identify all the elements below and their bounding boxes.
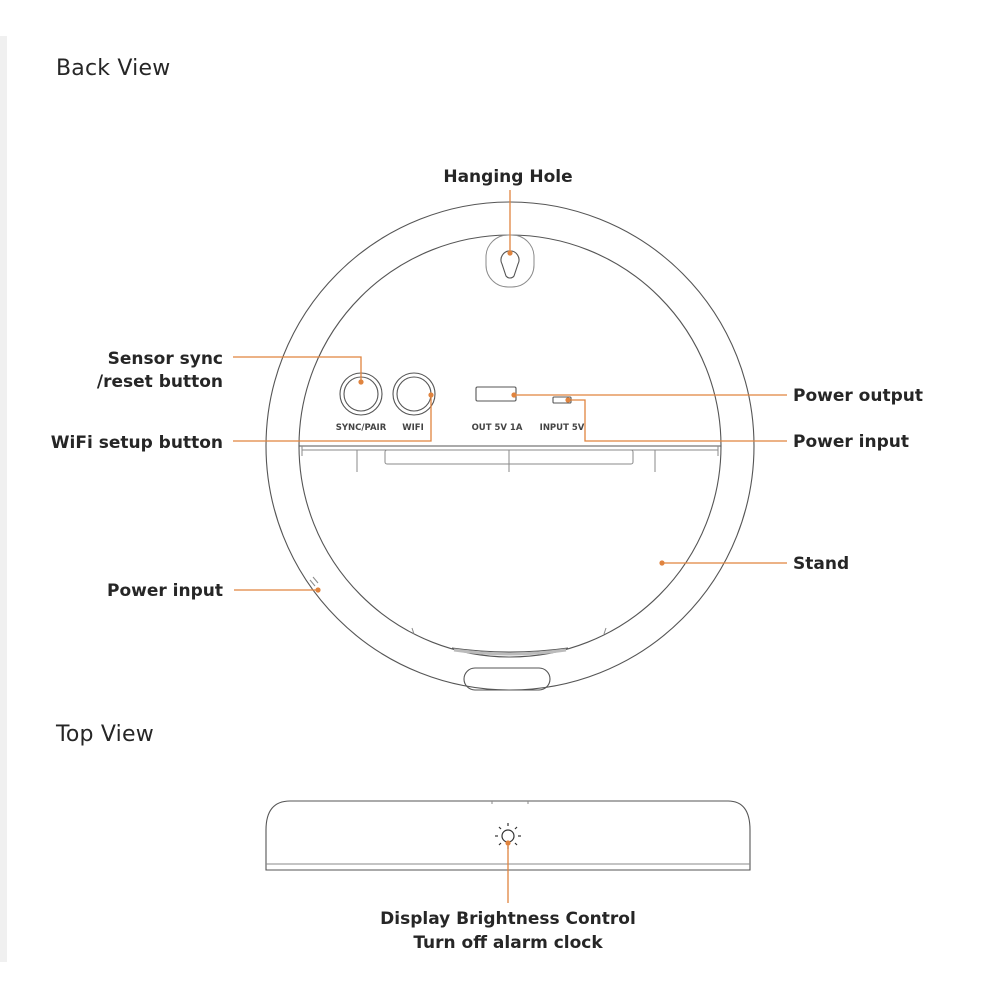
- callout-wifi-setup: WiFi setup button: [50, 433, 223, 453]
- callout-stand: Stand: [793, 554, 850, 574]
- out-5v-1a-label: OUT 5V 1A: [471, 423, 523, 433]
- dot-sensor-sync: [358, 379, 363, 384]
- callout-sensor-sync-line1: Sensor sync: [107, 349, 223, 369]
- callout-power-output: Power output: [793, 386, 923, 406]
- stand-hinge: [299, 446, 721, 472]
- input-5v-label: INPUT 5V: [539, 423, 585, 433]
- back-view-device: [266, 202, 754, 690]
- section-title-top-view: Top View: [56, 722, 154, 747]
- dot-stand: [659, 560, 664, 565]
- callout-sensor-sync-line2: /reset button: [96, 372, 223, 392]
- section-title-back-view: Back View: [56, 56, 171, 81]
- sync-pair-label: SYNC/PAIR: [335, 423, 387, 433]
- callout-brightness-line1: Display Brightness Control: [380, 909, 636, 929]
- leader-wifi-setup: [233, 395, 431, 441]
- wifi-label: WIFI: [402, 423, 424, 433]
- callout-power-input-right: Power input: [793, 432, 910, 452]
- dot-hanging-hole: [507, 250, 512, 255]
- dot-power-input-right: [565, 397, 570, 402]
- callout-hanging-hole: Hanging Hole: [443, 167, 573, 187]
- usb-output-port: [476, 387, 516, 401]
- callout-brightness-line2: Turn off alarm clock: [413, 933, 603, 953]
- leader-sensor-sync: [233, 357, 361, 382]
- dot-power-input-left: [315, 587, 320, 592]
- callout-power-input-left: Power input: [106, 581, 223, 601]
- side-power-input-port: [310, 577, 318, 586]
- dot-power-output: [511, 392, 516, 397]
- dot-wifi-setup: [428, 392, 433, 397]
